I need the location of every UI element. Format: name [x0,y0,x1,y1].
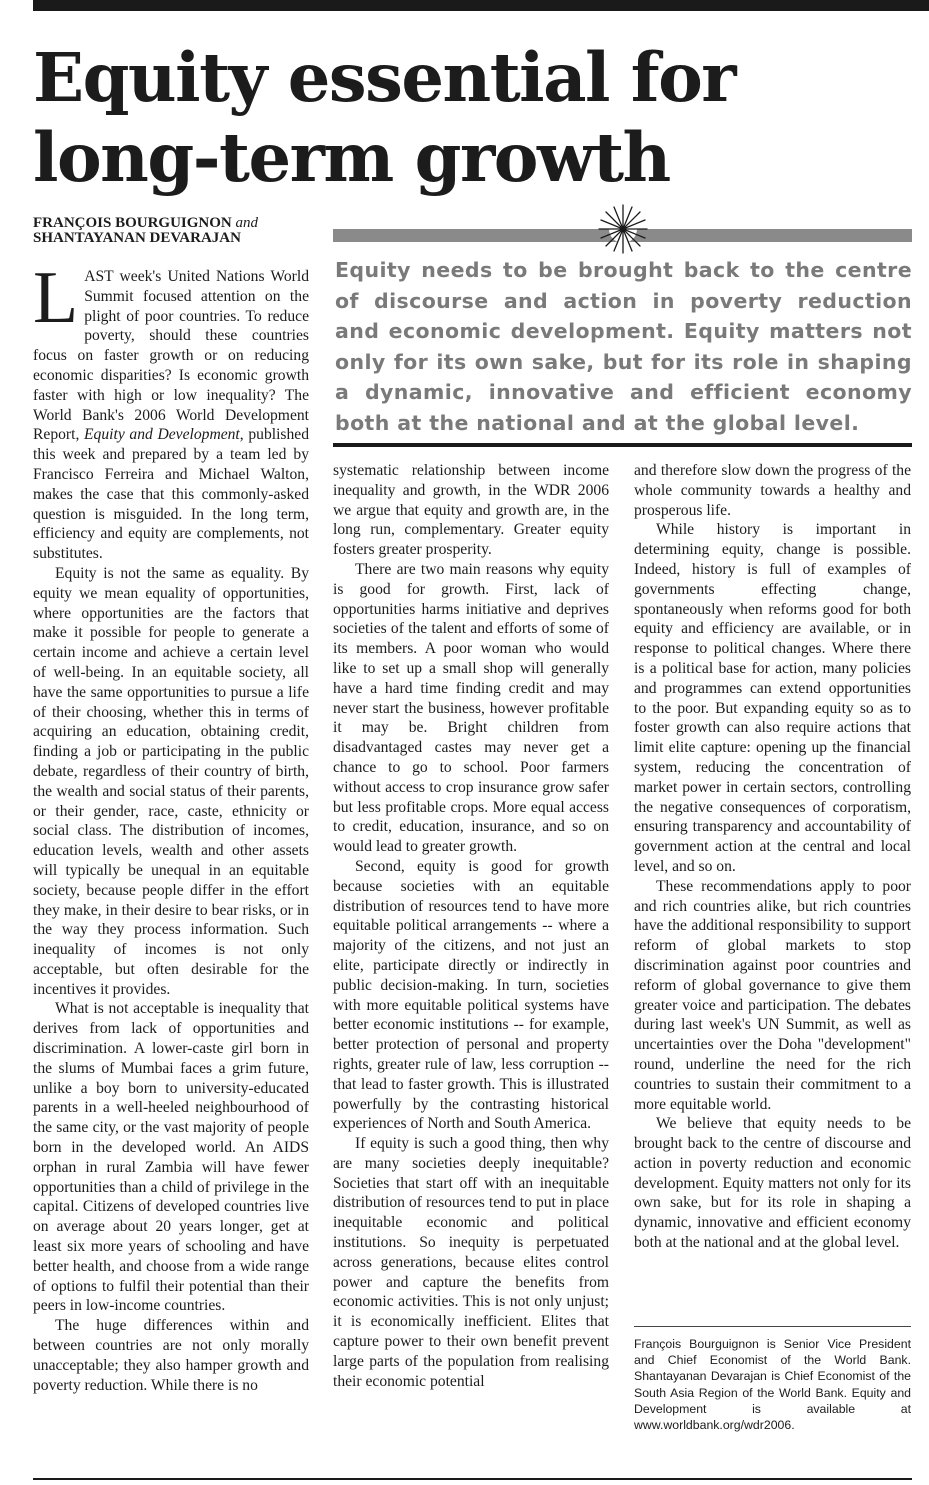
bio-rule [634,1326,911,1327]
report-title: Equity and Development [84,426,240,444]
column-2 [333,461,609,1391]
paragraph-1-text-a: AST week's United Nations World Summit focused attention on the plight of poor countries. To reduce poverty, should these countries focus on faster growth or on reducing economic disparities? Is economic growth faster with high or low inequality? The World Bank's 2006 World Development Report, [33,268,309,444]
column-1 [33,257,309,1395]
pull-quote: Equity needs to be brought back to the centre of discourse and action in poverty reduction and economic development. Equity matters not only for its own sake, but for its role in shaping a dynamic, innovative and efficient economy both at the national and at the global level. [335,258,912,435]
paragraph-1 [33,257,309,564]
headline [33,38,913,198]
paragraph-1-text-b: , published this week and prepared by a team led by Francisco Ferreira and Michael Walton, makes the case that this commonly-asked question is misguided. In the long term, efficiency and equity are complements, not substitutes. [33,426,309,563]
column-3 [634,461,911,1253]
paragraph-4: The huge differences within and between countries are not only morally unacceptable; they also hamper growth and poverty reduction. While there is no [33,1317,309,1394]
paragraph-6: Second, equity is good for growth because societies with an equitable distribution of resources tend to have more equitable political arrangements -- where a majority of the citizens, and not just an elite, participate directly or indirectly in public decision-making. In turn, societies with more equitable political systems have better economic institutions -- for example, better protection of personal and property rights, greater rule of law, less corruption -- that lead to faster growth. This is illustrated powerfully by the contrasting historical experiences of North and South America. [333,857,609,1133]
paragraph-4-continued: systematic relationship between income inequality and growth, in the WDR 2006 we argue that equity and growth are, in the long run, complementary. Greater equity fosters greater prosperity. [333,462,609,559]
paragraph-7-continued: and therefore slow down the progress of the whole community towards a healthy and prosperous life. [634,462,911,519]
paragraph-8: While history is important in determining equity, change is possible. Indeed, history is full of examples of governments effecting change, spontaneously when reforms good for both equity and efficiency are available, or in response to political changes. Where there is a political base for action, many policies and programmes can extend opportunities to the poor. But expanding equity so as to foster growth can also require actions that limit elite capture: opening up the financial system, reducing the concentration of market power in certain sectors, controlling the negative consequences of corporatism, ensuring transparency and accountability of government action at the central and local level, and so on. [634,521,911,875]
drop-cap: L [33,257,79,339]
headline-line-1: Equity essential for [33,38,736,117]
paragraph-10: We believe that equity needs to be brought back to the centre of discourse and action in poverty reduction and economic development. Equity matters not only for its own sake, but for its role in shaping a dynamic, innovative and efficient economy both at the national and at the global level. [634,1115,911,1252]
byline-and: and [235,215,259,231]
starburst-icon [597,203,649,255]
paragraph-2: Equity is not the same as equality. By equity we mean equality of opportunities, where opportunities are the factors that make it possible for people to generate a certain income and achieve a certain level of well-being. In an equitable society, all have the same opportunities to pursue a life of their choosing, whether this in terms of acquiring an education, obtaining credit, finding a job or participating in the public debate, regardless of their country of birth, the wealth and social status of their parents, or their gender, race, caste, ethnicity or social class. The distribution of incomes, education levels, wealth and other assets will typically be unequal in an equitable society, because people differ in the effort they make, in their desire to bear risks, or in the way they process information. Such inequality of incomes is not only acceptable, but often desirable for the incentives it provides. [33,564,309,998]
paragraph-5: There are two main reasons why equity is good for growth. First, lack of opportunities harms initiative and deprives societies of the talent and efforts of some of its members. A poor woman who would like to set up a small shop will generally have a hard time finding credit and may never start the business, however profitable it may be. Bright children from disadvantaged castes may never get a chance to go to school. Poor farmers without access to crop insurance grow safer but less profitable crops. More equal access to credit, education, insurance, and so on would lead to greater growth. [333,560,609,856]
paragraph-7: If equity is such a good thing, then why are many societies deeply inequitable? Societies that start off with an inequitable distribution of resources tend to put in place inequitable economic and political institutions. So inequity is perpetuated across generations, because elites control power and capture the benefits from economic activities. This is not only unjust; it is economically inefficient. Elites that capture power to their own benefit prevent large parts of the population from realising their economic potential [333,1135,609,1390]
author-bio: François Bourguignon is Senior Vice President and Chief Economist of the World Bank. Shantayanan Devarajan is Chief Economist of the South Asia Region of the World Bank. Equity and Development is available at www.worldbank.org/wdr2006. [634,1337,911,1433]
byline [33,216,323,246]
bottom-rule [33,1478,912,1480]
top-rule [33,0,929,11]
author-1: FRANÇOIS BOURGUIGNON [33,215,232,231]
pull-quote-bottom-rule [333,443,912,447]
headline-line-2: long-term growth [33,118,670,197]
author-2: SHANTAYANAN DEVARAJAN [33,230,241,246]
paragraph-3: What is not acceptable is inequality that derives from lack of opportunities and discrimination. A lower-caste girl born in the slums of Mumbai faces a grim future, unlike a boy born to university-educated parents in a well-heeled neighbourhood of the same city, or the vast majority of people born in the developed world. An AIDS orphan in rural Zambia will have fewer opportunities than a child of privilege in the capital. Citizens of developed countries live on average about 20 years longer, get at least six more years of schooling and have better health, and choose from a wide range of options to fulfil their potential than their peers in low-income countries. [33,1000,309,1315]
paragraph-9: These recommendations apply to poor and rich countries alike, but rich countries have the additional responsibility to support reform of global markets to stop discrimination against poor countries and reform of global governance to give them greater voice and participation. The debates during last week's UN Summit, as well as uncertainties over the Doha "development" round, underline the need for the rich countries to sustain their commitment to a more equitable world. [634,877,911,1113]
